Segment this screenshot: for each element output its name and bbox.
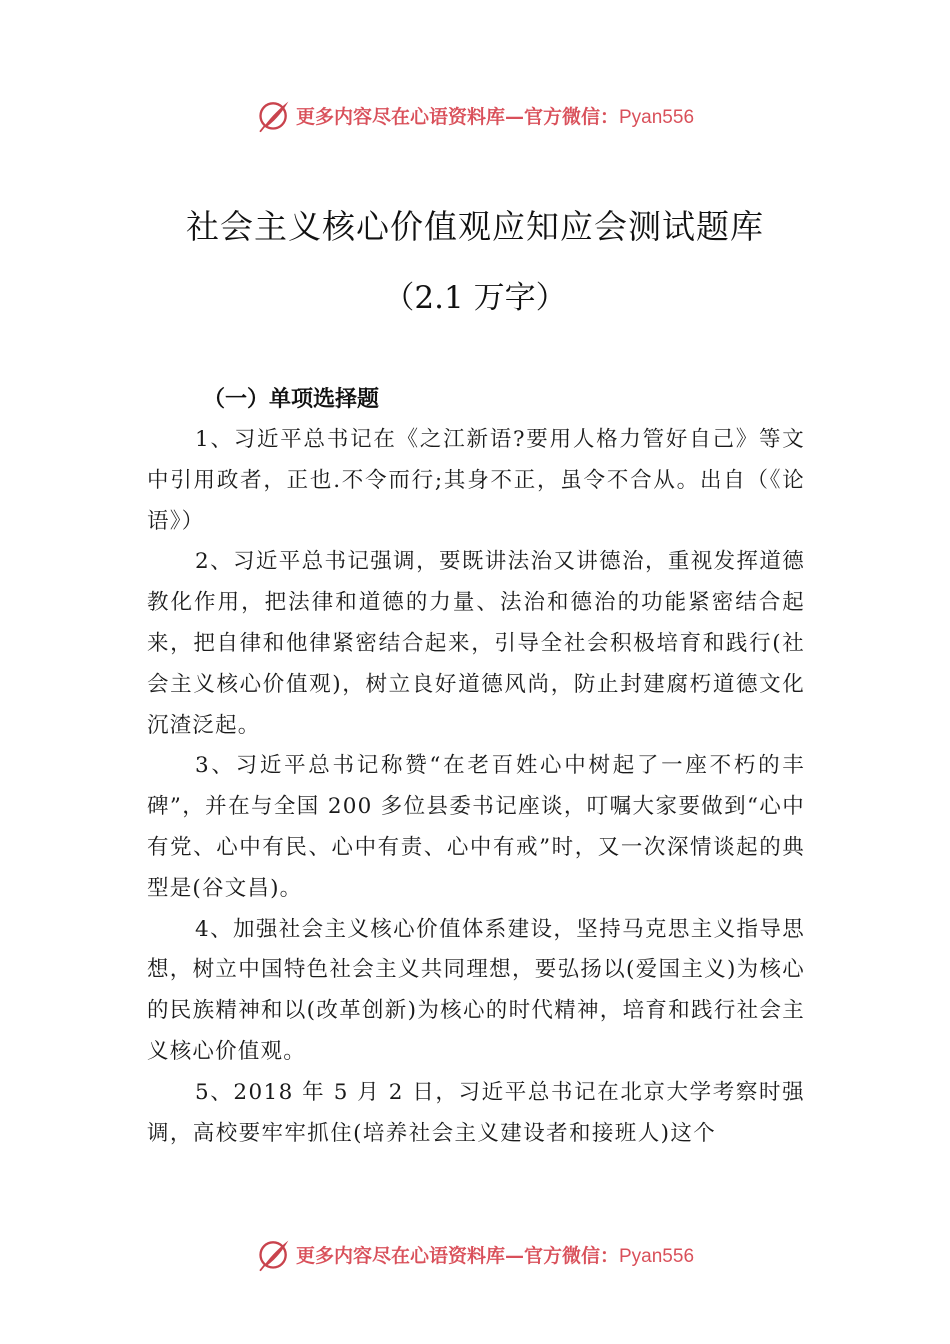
wechat-id: Pyan556 xyxy=(619,106,695,128)
quill-pen-logo-icon xyxy=(256,97,292,133)
footer-banner xyxy=(0,1232,950,1276)
banner-slogan: 更多内容尽在心语资料库—官方微信： xyxy=(295,105,619,128)
wechat-id: Pyan556 xyxy=(619,1245,695,1267)
banner-text xyxy=(296,102,694,129)
document-subtitle: （2.1 万字） xyxy=(383,280,567,316)
document-body xyxy=(147,381,805,1154)
question-paragraph-2: 2、习近平总书记强调，要既讲法治又讲德治，重视发挥道德教化作用，把法律和道德的力量、法治和德治的功能紧密结合起来，把自律和他律紧密结合起来，引导全社会积极培育和践行(社会主义核心价值观)，树立良好道德风尚，防止封建腐朽道德文化沉渣泛起。 xyxy=(147,549,805,738)
question-paragraph-5: 5、2018 年 5 月 2 日，习近平总书记在北京大学考察时强调，高校要牢牢抓住(培养社会主义建设者和接班人)这个 xyxy=(147,1079,805,1146)
banner-text xyxy=(296,1241,694,1268)
section-heading: （一）单项选择题 xyxy=(203,387,380,412)
document-title: 社会主义核心价值观应知应会测试题库 xyxy=(186,207,764,246)
question-paragraph-3: 3、习近平总书记称赞“在老百姓心中树起了一座不朽的丰碑”，并在与全国 200 多位县委书记座谈，叮嘱大家要做到“心中有党、心中有民、心中有责、心中有戒”时，又一次深情谈起的典型是(谷文昌)。 xyxy=(147,753,805,901)
banner-slogan: 更多内容尽在心语资料库—官方微信： xyxy=(295,1244,619,1267)
quill-pen-logo-icon xyxy=(256,1236,292,1272)
header-banner xyxy=(0,93,950,137)
question-paragraph-1: 1、习近平总书记在《之江新语?要用人格力管好自己》等文中引用政者，正也.不令而行;其身不正，虽令不合从。出自（《论语》） xyxy=(147,427,805,534)
question-paragraph-4: 4、加强社会主义核心价值体系建设，坚持马克思主义指导思想，树立中国特色社会主义共同理想，要弘扬以(爱国主义)为核心的民族精神和以(改革创新)为核心的时代精神，培育和践行社会主义核心价值观。 xyxy=(147,916,805,1064)
